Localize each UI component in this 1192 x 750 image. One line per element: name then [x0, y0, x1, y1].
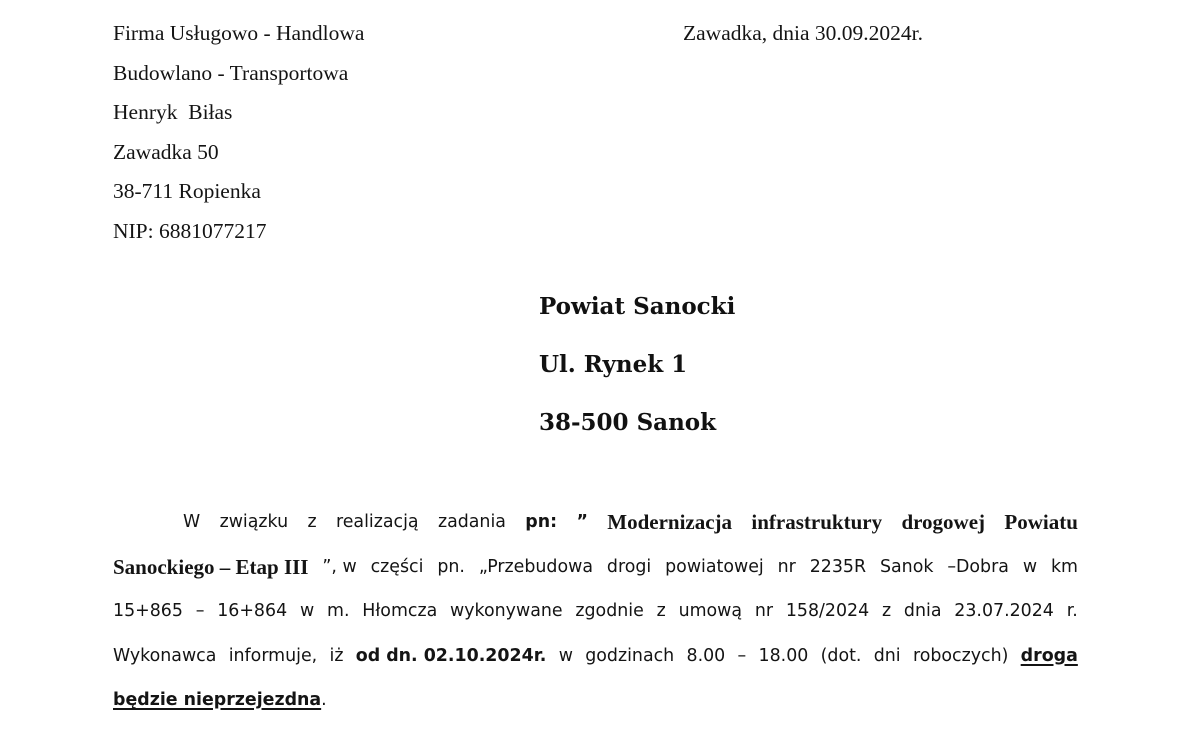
recipient-street: Ul. Rynek 1 [539, 351, 688, 378]
sender-company-line-2: Budowlano - Transportowa [113, 60, 349, 85]
body-word: roboczych) [912, 645, 1009, 666]
task-name-word: Powiatu [1004, 510, 1078, 534]
body-word: 2235R [809, 556, 867, 577]
body-word: wykonywane [450, 601, 563, 621]
body-word: związku [219, 512, 289, 532]
body-word: (dot. [820, 645, 862, 666]
sender-postal-city: 38-711 Ropienka [113, 179, 261, 204]
sender-address-block [113, 14, 364, 252]
sender-street: Zawadka 50 [113, 139, 219, 164]
sender-tax-id: NIP: 6881077217 [113, 218, 267, 243]
body-word: nr [777, 556, 796, 577]
body-word: w [299, 601, 315, 621]
body-word: km [1050, 556, 1078, 577]
road-closed-notice-end: będzie nieprzejezdna [113, 690, 322, 710]
recipient-address-block [539, 278, 735, 452]
body-word: – [737, 645, 747, 666]
body-word: informuje, [228, 645, 318, 666]
body-word: pn. [437, 556, 465, 577]
body-word: drogi [606, 556, 652, 577]
body-word: ”, w [322, 556, 357, 577]
body-word: nr [754, 601, 774, 621]
body-word: Sanok [879, 556, 934, 577]
letter-body-paragraph [113, 500, 1078, 723]
body-word: – [195, 601, 205, 621]
body-word: m. [327, 601, 350, 621]
body-word: w [1022, 556, 1038, 577]
recipient-name: Powiat Sanocki [539, 293, 736, 320]
letter-date: Zawadka, dnia 30.09.2024r. [683, 21, 924, 45]
body-word: iż [329, 645, 344, 666]
body-word: dni [873, 645, 901, 666]
body-word: realizacją [335, 512, 419, 532]
body-word: dnia [903, 601, 942, 621]
body-word: 18.00 [758, 645, 809, 666]
body-word: W [183, 512, 201, 532]
body-word: 158/2024 [785, 601, 870, 621]
body-line-3 [113, 589, 1078, 634]
body-word: godzinach [585, 645, 675, 666]
body-word: z [656, 601, 666, 621]
body-word: z [307, 512, 317, 532]
body-word: Hłomcza [362, 601, 438, 621]
task-name-word: infrastruktury [751, 510, 883, 534]
task-name-word: drogowej [901, 510, 986, 534]
body-word: r. [1066, 601, 1078, 621]
body-word: –Dobra [947, 556, 1009, 577]
body-word: 16+864 [217, 601, 288, 621]
body-word: umową [678, 601, 743, 621]
body-word: zadania [437, 512, 506, 532]
body-word: części [370, 556, 424, 577]
task-name-end: Sanockiego – Etap III [113, 554, 309, 579]
body-line-4 [113, 634, 1078, 679]
body-line-1 [113, 500, 1078, 545]
recipient-postal-city: 38-500 Sanok [539, 409, 717, 436]
closure-date: od dn. 02.10.2024r. [355, 645, 547, 666]
sender-company-line-1: Firma Usługowo - Handlowa [113, 21, 365, 45]
body-word: „Przebudowa [478, 556, 593, 577]
body-word: w [558, 645, 573, 666]
sender-owner-name: Henryk Biłas [113, 100, 233, 125]
road-closed-notice-start: droga [1020, 645, 1078, 666]
body-word: pn: [525, 512, 558, 532]
body-word: 23.07.2024 [954, 601, 1054, 621]
sentence-end: . [321, 690, 327, 710]
body-word: 8.00 [686, 645, 726, 666]
body-word: 15+865 [113, 601, 183, 621]
body-word: powiatowej [665, 556, 764, 577]
body-word: z [881, 601, 892, 621]
body-line-2 [113, 545, 1078, 590]
task-name-word: Modernizacja [607, 510, 733, 534]
body-word: Wykonawca [113, 645, 217, 666]
body-word: zgodnie [575, 601, 644, 621]
body-line-5 [113, 678, 1078, 723]
body-word: ” [576, 512, 588, 532]
